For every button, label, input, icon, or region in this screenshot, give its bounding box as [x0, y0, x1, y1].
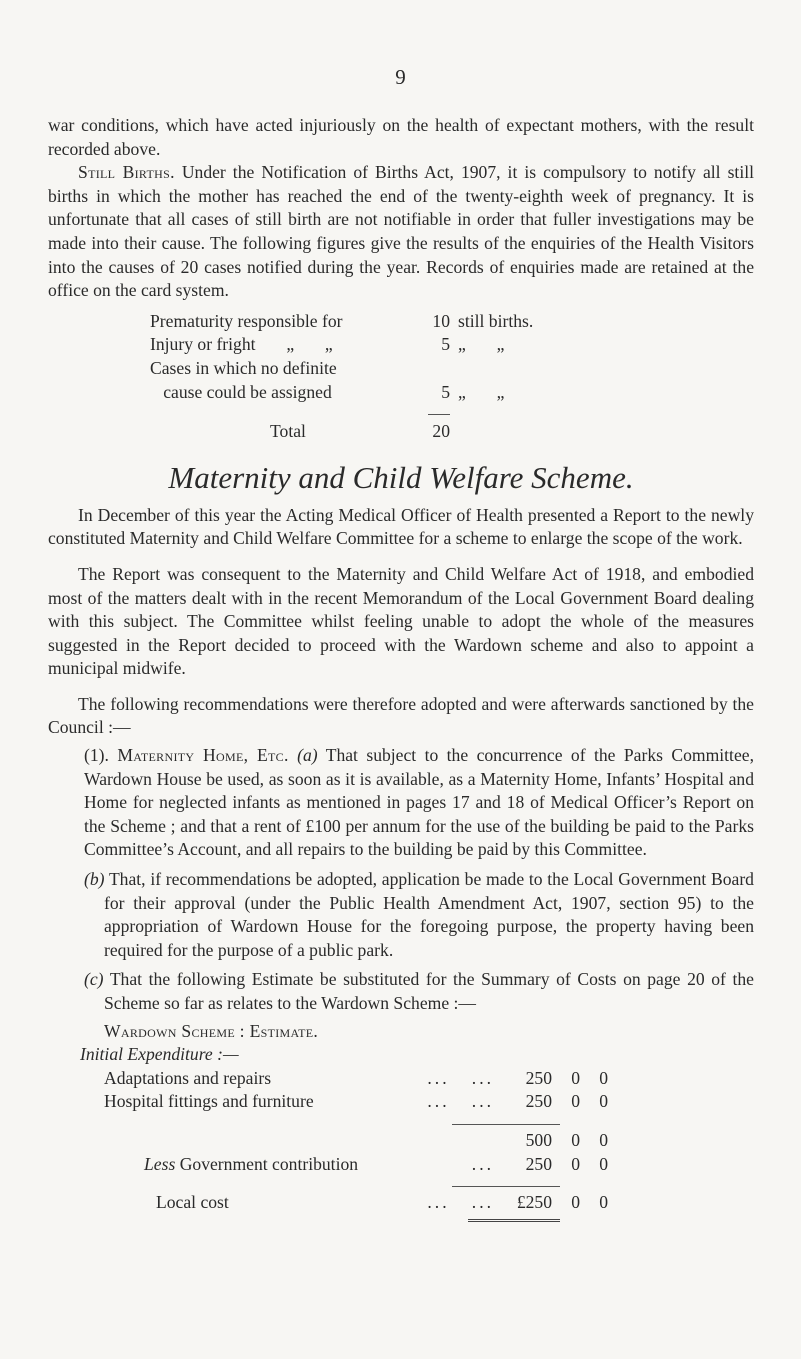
still-births-text: Under the Notification of Births Act, 1907, it is compulsory to notify all still births in which the mother has reached the end of the twenty-eighth week of pregnancy. It is unfortunate that all cases of still birth are not notifiable in order that fuller investigations may be made into their cause. The following figures give the results of the enquiries of the Health Visitors into the causes of 20 cases notified during the year. Records of enquiries made are retained at the office on the card system. [48, 162, 754, 301]
page-number: 9 [395, 65, 406, 89]
local-pence: 0 [599, 1192, 608, 1213]
estimate-row [48, 1067, 754, 1091]
recommendation-b [84, 868, 754, 962]
estimate-shillings: 0 [571, 1091, 580, 1112]
less-italic: Less [144, 1153, 176, 1174]
estimate-dots: ... ... [427, 1067, 494, 1088]
local-cost-double-rule [468, 1219, 560, 1222]
less-pounds: 250 [525, 1153, 552, 1174]
paragraph-act: The Report was consequent to the Maternity and Child Welfare Act of 1918, and embodied most of the matters dealt with in the recent Memorandum of the Local Government Board dealing with this subject. The Committee whilst feeling unable to adopt the whole of the measures suggested in the Report decided to proceed with the Wardown scheme and also to appoint a municipal midwife. [48, 563, 754, 679]
paragraph-report: In December of this year the Acting Medical Officer of Health presented a Report to the newly constituted Maternity and Child Welfare Committee for a scheme to enlarge the scope of the work. [48, 504, 754, 549]
causes-total-row [150, 420, 620, 444]
still-birth-causes-table [150, 310, 620, 444]
cause-text: Cases in which no definite [150, 357, 337, 378]
local-label: Local cost [156, 1192, 229, 1213]
rec-sub-a: (a) [297, 745, 318, 766]
estimate-less-row [48, 1153, 754, 1177]
cause-row [150, 310, 620, 334]
estimate-pounds: 250 [525, 1091, 552, 1112]
cause-text: Injury or fright „ „ [150, 334, 333, 355]
paragraph-still-births [48, 161, 754, 303]
subtotal-rule [452, 1124, 560, 1125]
less-dots: ... [471, 1153, 494, 1174]
cause-row [150, 381, 620, 405]
cause-count: 5 [441, 381, 450, 402]
recommendation-1 [84, 744, 754, 862]
estimate-pence: 0 [599, 1091, 608, 1112]
total-count: 20 [432, 421, 450, 442]
estimate-shillings: 0 [571, 1067, 580, 1088]
rec-sub-b: (b) [84, 869, 105, 890]
estimate-title: Wardown Scheme : Estimate. [104, 1020, 319, 1041]
less-label-text: Government contribution [179, 1153, 359, 1174]
local-pounds: £250 [516, 1192, 552, 1213]
estimate-label: Hospital fittings and furniture [104, 1091, 314, 1112]
estimate-dots: ... ... [427, 1091, 494, 1112]
local-shillings: 0 [571, 1192, 580, 1213]
paragraph-war-conditions: war conditions, which have acted injuriously on the health of expectant mothers, with the result recorded above. [48, 115, 754, 159]
estimate-row [48, 1090, 754, 1114]
cause-count: 5 [441, 334, 450, 355]
page-content [48, 114, 754, 1222]
subtotal-shillings: 0 [571, 1129, 580, 1150]
local-dots: ... ... [427, 1192, 494, 1213]
total-label: Total [270, 421, 306, 442]
less-pence: 0 [599, 1153, 608, 1174]
cause-count: 10 [432, 310, 450, 331]
section-title: Maternity and Child Welfare Scheme. [168, 459, 634, 495]
cause-text: cause could be assigned [150, 381, 332, 402]
cause-unit: still births. [458, 310, 534, 331]
still-births-heading: Still Births. [78, 162, 175, 183]
cause-unit: „ „ [458, 381, 505, 402]
local-cost-rule [452, 1186, 560, 1187]
subtotal-pounds: 500 [525, 1129, 552, 1150]
estimate-subtotal-row [48, 1129, 754, 1153]
rec-c-text: That the following Estimate be substituted for the Summary of Costs on page 20 of the Scheme so far as relates to the Wardown Scheme :— [104, 969, 754, 1013]
estimate-pence: 0 [599, 1067, 608, 1088]
cause-text: Prematurity responsible for [150, 310, 343, 331]
total-rule [428, 414, 450, 415]
cause-count [426, 357, 450, 381]
recommendation-c [84, 968, 754, 1015]
subtotal-pence: 0 [599, 1129, 608, 1150]
estimate-subtitle: Initial Expenditure :— [80, 1044, 239, 1065]
estimate-label: Adaptations and repairs [104, 1067, 272, 1088]
cause-row [150, 357, 620, 381]
rec-number: (1). [84, 745, 109, 766]
estimate-pounds: 250 [525, 1067, 552, 1088]
estimate-local-row [48, 1191, 754, 1215]
less-label [48, 1153, 414, 1177]
cause-unit [450, 357, 458, 381]
rec-1-text: That subject to the concurrence of the Parks Committee, Wardown House be used, as soon as it is available, as a Maternity Home, Infants’ Hospital and Home for neglected infants as mentioned in pages 17 and 18 of Medical Officer’s Report on the Scheme ; and that a rent of £100 per annum for the use of the building be paid to the Parks Committee’s Account, and all repairs to the building be paid by this Committee. [84, 745, 754, 860]
cause-unit: „ „ [458, 334, 505, 355]
paragraph-following: The following recommendations were therefore adopted and were afterwards sanctioned by the Council :— [48, 693, 754, 738]
rec-sub-c: (c) [84, 969, 104, 990]
rec-heading: Maternity Home, Etc. [117, 745, 289, 766]
cause-row [150, 333, 620, 357]
rec-b-text: That, if recommendations be adopted, application be made to the Local Government Board for their approval (under the Public Health Amendment Act, 1907, section 95) to the appropriation of Wardown House for the foregoing purpose, the property having been required for the purpose of a public park. [104, 869, 754, 960]
less-shillings: 0 [571, 1153, 580, 1174]
